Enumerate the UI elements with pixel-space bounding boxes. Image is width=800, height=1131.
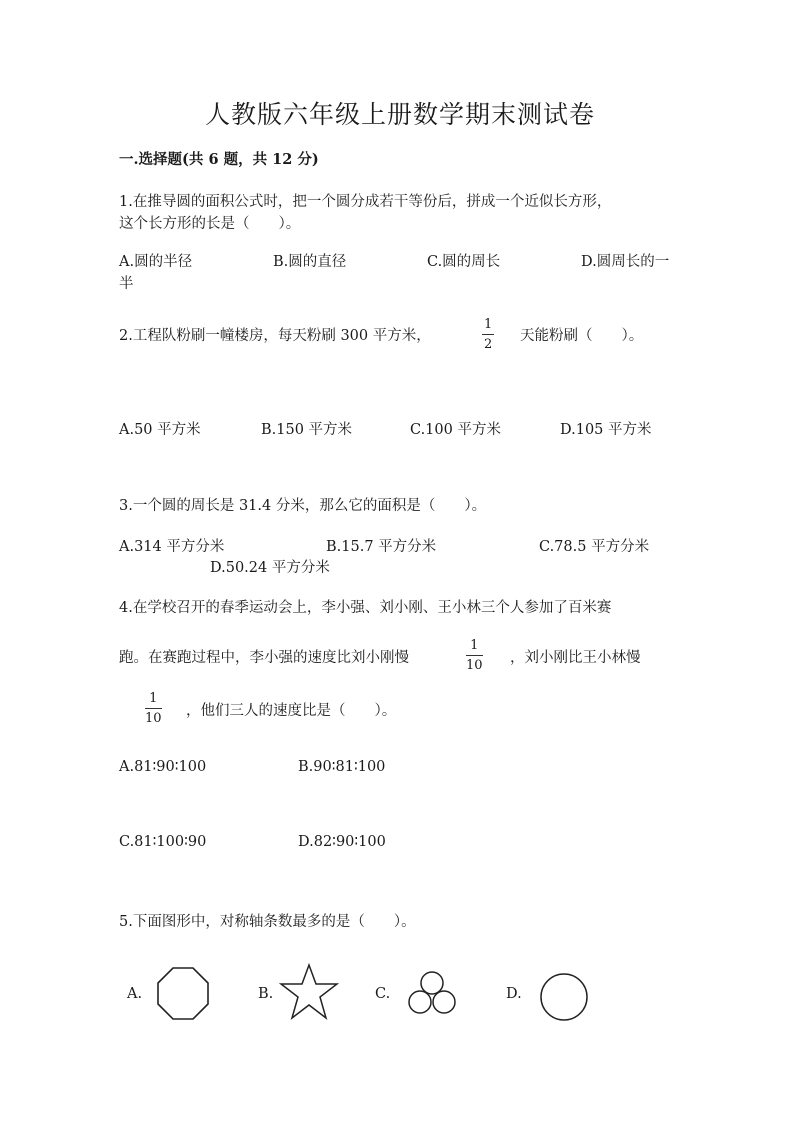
q4-fraction-2-denominator: 10 [145,711,162,726]
q5-option-c-label: C. [375,986,391,1002]
q2-option-c: C.100 平方米 [410,422,501,438]
q3-option-a: A.314 平方分米 [119,539,225,555]
q2-option-d: D.105 平方米 [560,422,652,438]
q3-stem: 3.一个圆的周长是 31.4 分米，那么它的面积是（ ）。 [119,498,487,514]
q4-fraction-2 [145,692,162,725]
q2-fraction-denominator: 2 [484,337,493,352]
q2-stem-after: 天能粉刷（ ）。 [520,328,644,344]
q1-option-b: B.圆的直径 [273,254,347,270]
q5-option-a-label: A. [127,986,143,1002]
q4-stem-line3: ，他们三人的速度比是（ ）。 [186,703,397,719]
q1-option-d: D.圆周长的一 [581,254,670,270]
q4-option-d: D.82∶90∶100 [298,834,386,850]
q1-option-d-continued: 半 [119,276,134,292]
q5-option-d-label: D. [506,986,522,1002]
q3-option-c: C.78.5 平方分米 [539,539,650,555]
q4-stem-line2-after: ，刘小刚比王小林慢 [510,650,641,666]
q4-stem-line1: 4.在学校召开的春季运动会上，李小强、刘小刚、王小林三个人参加了百米赛 [119,600,612,616]
page-title: 人教版六年级上册数学期末测试卷 [204,100,595,129]
q1-option-c: C.圆的周长 [427,254,501,270]
q5-stem: 5.下面图形中，对称轴条数最多的是（ ）。 [119,914,416,930]
q5-option-b-label: B. [258,986,274,1002]
q1-stem-line1: 1.在推导圆的面积公式时，把一个圆分成若干等份后，拼成一个近似长方形， [119,194,612,210]
q1-stem-line2: 这个长方形的长是（ ）。 [119,216,301,232]
three-circles-shape [404,968,460,1018]
q4-option-c: C.81∶100∶90 [119,834,207,850]
q2-fraction-numerator: 1 [484,317,493,332]
q3-option-b: B.15.7 平方分米 [326,539,437,555]
q3-option-d: D.50.24 平方分米 [210,560,330,576]
q4-fraction-1-denominator: 10 [466,658,483,673]
q1-option-a: A.圆的半径 [119,254,193,270]
octagon-shape [154,965,212,1023]
section-heading: 一.选择题(共 6 题，共 12 分) [119,151,319,168]
star-shape [279,962,339,1022]
q4-option-a: A.81∶90∶100 [119,759,207,775]
q2-stem-before: 2.工程队粉刷一幢楼房，每天粉刷 300 平方米， [119,328,431,344]
q2-option-b: B.150 平方米 [261,422,353,438]
q4-fraction-1-numerator: 1 [470,638,479,653]
q4-fraction-2-numerator: 1 [149,691,158,706]
q4-option-b: B.90∶81∶100 [298,759,386,775]
q4-fraction-1 [466,639,483,672]
q4-stem-line2-before: 跑。在赛跑过程中，李小强的速度比刘小刚慢 [119,650,409,666]
circle-shape [538,971,590,1023]
q2-option-a: A.50 平方米 [119,422,201,438]
q2-fraction [482,318,494,351]
